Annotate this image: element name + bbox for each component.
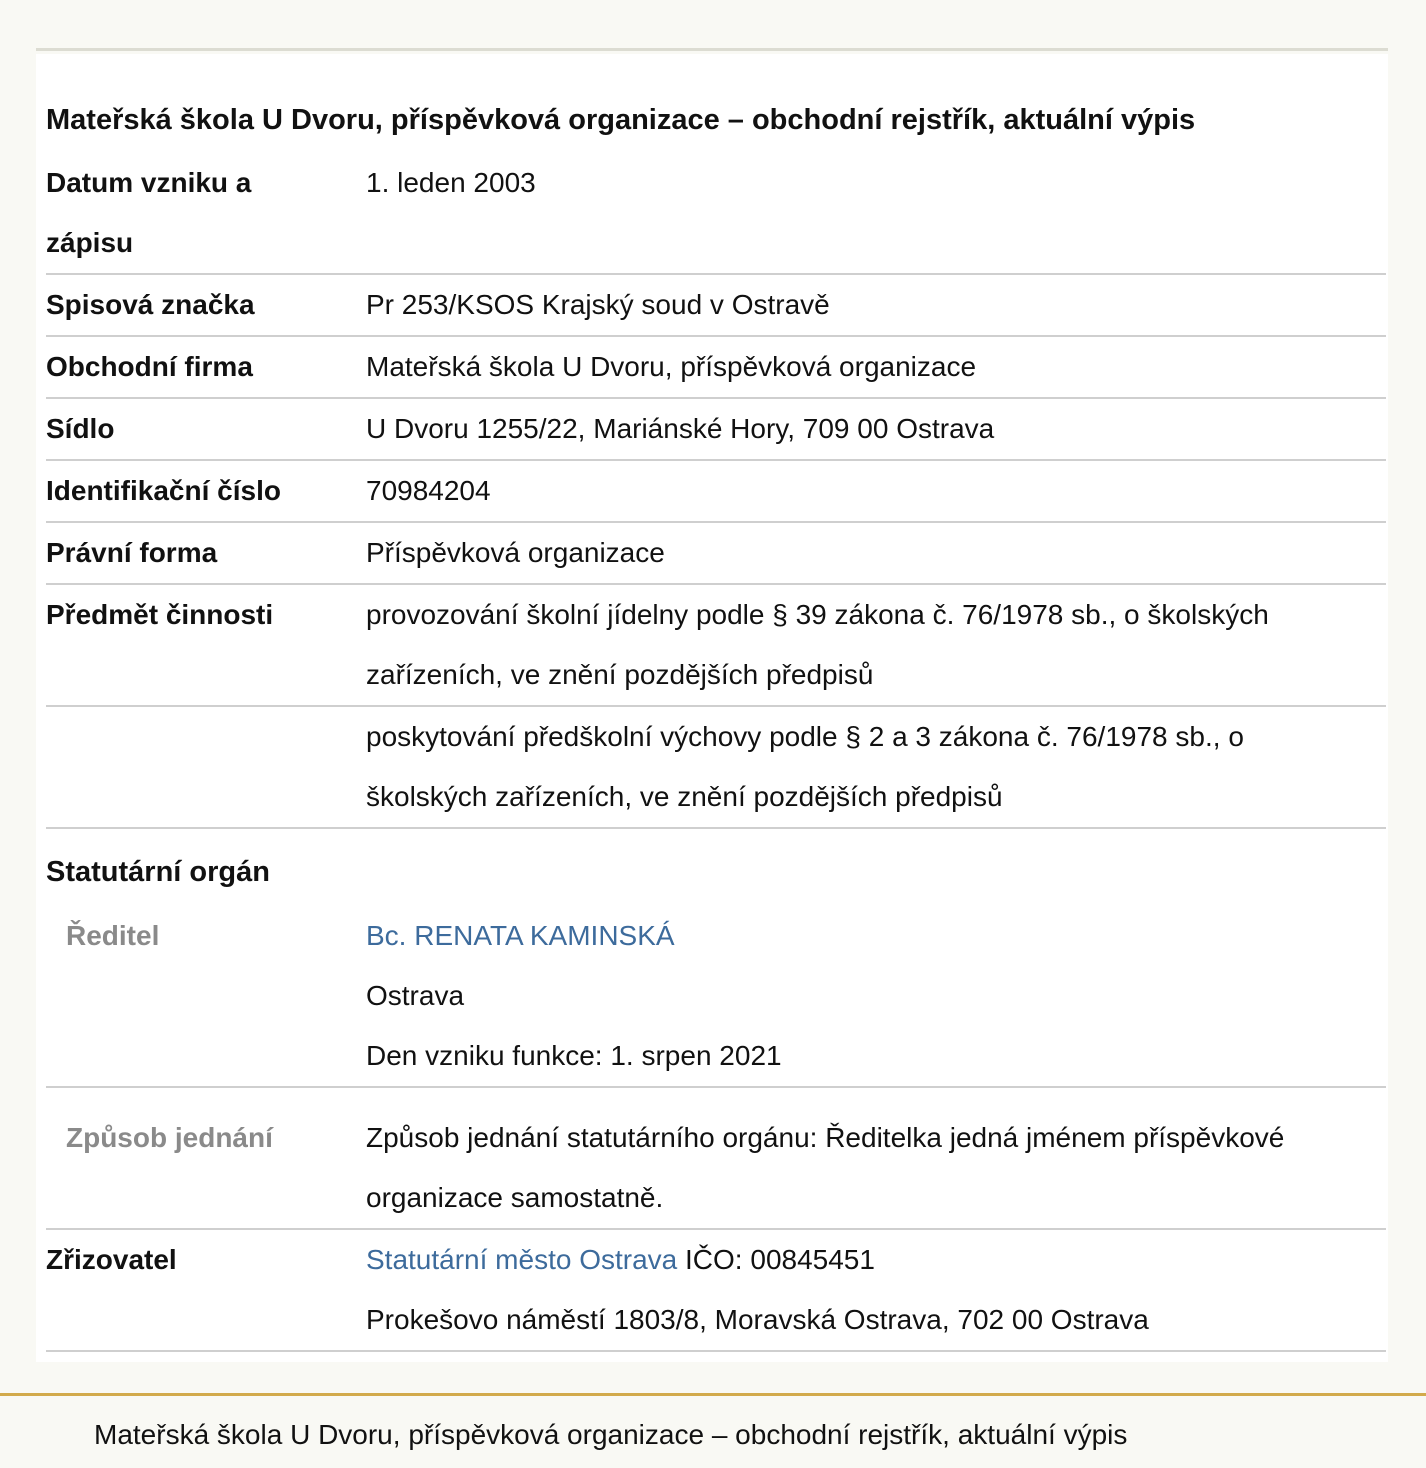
value-line: provozování školní jídelny podle § 39 zákona č. 76/1978 sb., o školských: [366, 599, 1269, 630]
row-value: 1. leden 2003: [366, 167, 536, 198]
row-label: Spisová značka: [46, 289, 255, 320]
row-label: Obchodní firma: [46, 351, 253, 382]
section-heading: Statutární orgán: [46, 856, 270, 888]
row-value: [366, 707, 1376, 827]
row-identifikacni-cislo: [46, 461, 1386, 523]
value-line: poskytování předškolní výchovy podle § 2 a 3 zákona č. 76/1978 sb., o: [366, 721, 1244, 752]
row-label-line: Datum vzniku a: [46, 167, 252, 198]
value-line: Způsob jednání statutárního orgánu: Ředitelka jedná jménem příspěvkové: [366, 1122, 1285, 1153]
row-value: [366, 906, 1376, 1086]
row-label: Sídlo: [46, 413, 115, 444]
row-pravni-forma: [46, 523, 1386, 585]
row-value: Pr 253/KSOS Krajský soud v Ostravě: [366, 289, 830, 320]
row-obchodni-firma: [46, 337, 1386, 399]
row-label: Identifikační číslo: [46, 475, 281, 506]
row-value: U Dvoru 1255/22, Mariánské Hory, 709 00 Ostrava: [366, 413, 995, 444]
value-line: organizace samostatně.: [366, 1182, 664, 1213]
row-value: Mateřská škola U Dvoru, příspěvková organizace: [366, 351, 977, 382]
footer-title: Mateřská škola U Dvoru, příspěvková organizace – obchodní rejstřík, aktuální výpis: [94, 1419, 1128, 1450]
row-datum-vzniku: [46, 153, 1386, 275]
row-reditel: [46, 906, 1386, 1088]
value-line: Ostrava: [366, 980, 465, 1011]
value-line: Den vzniku funkce: 1. srpen 2021: [366, 1040, 782, 1071]
row-value: [366, 1108, 1376, 1228]
founder-ico: IČO: 00845451: [677, 1244, 875, 1275]
top-divider: [36, 48, 1388, 51]
value-line: školských zařízeních, ve znění pozdějších předpisů: [366, 781, 1003, 812]
row-value: [366, 585, 1376, 705]
row-value: [366, 1230, 1376, 1350]
row-label: Způsob jednání: [66, 1122, 273, 1153]
person-link[interactable]: Bc. RENATA KAMINSKÁ: [366, 920, 675, 951]
row-spisova-znacka: [46, 275, 1386, 337]
page-title: Mateřská škola U Dvoru, příspěvková organizace – obchodní rejstřík, aktuální výpis: [46, 104, 1196, 136]
row-zpusob-jednani: [46, 1108, 1386, 1230]
founder-link[interactable]: Statutární město Ostrava: [366, 1244, 678, 1275]
value-line: Prokešovo náměstí 1803/8, Moravská Ostrava, 702 00 Ostrava: [366, 1304, 1149, 1335]
row-zrizovatel: [46, 1230, 1386, 1352]
footer-accent-bar: [0, 1393, 1426, 1396]
row-label: Zřizovatel: [46, 1244, 177, 1275]
row-predmet-cinnosti: [46, 585, 1386, 707]
row-value: 70984204: [366, 475, 491, 506]
register-extract-card: [36, 54, 1388, 1362]
row-label: [46, 153, 346, 273]
value-line: zařízeních, ve znění pozdějších předpisů: [366, 659, 874, 690]
row-label: Předmět činnosti: [46, 599, 274, 630]
row-value: Příspěvková organizace: [366, 537, 665, 568]
row-label-line: zápisu: [46, 227, 134, 258]
row-label: Právní forma: [46, 537, 218, 568]
row-label: Ředitel: [66, 920, 160, 951]
row-sidlo: [46, 399, 1386, 461]
row-predmet-cinnosti-2: [46, 707, 1386, 829]
